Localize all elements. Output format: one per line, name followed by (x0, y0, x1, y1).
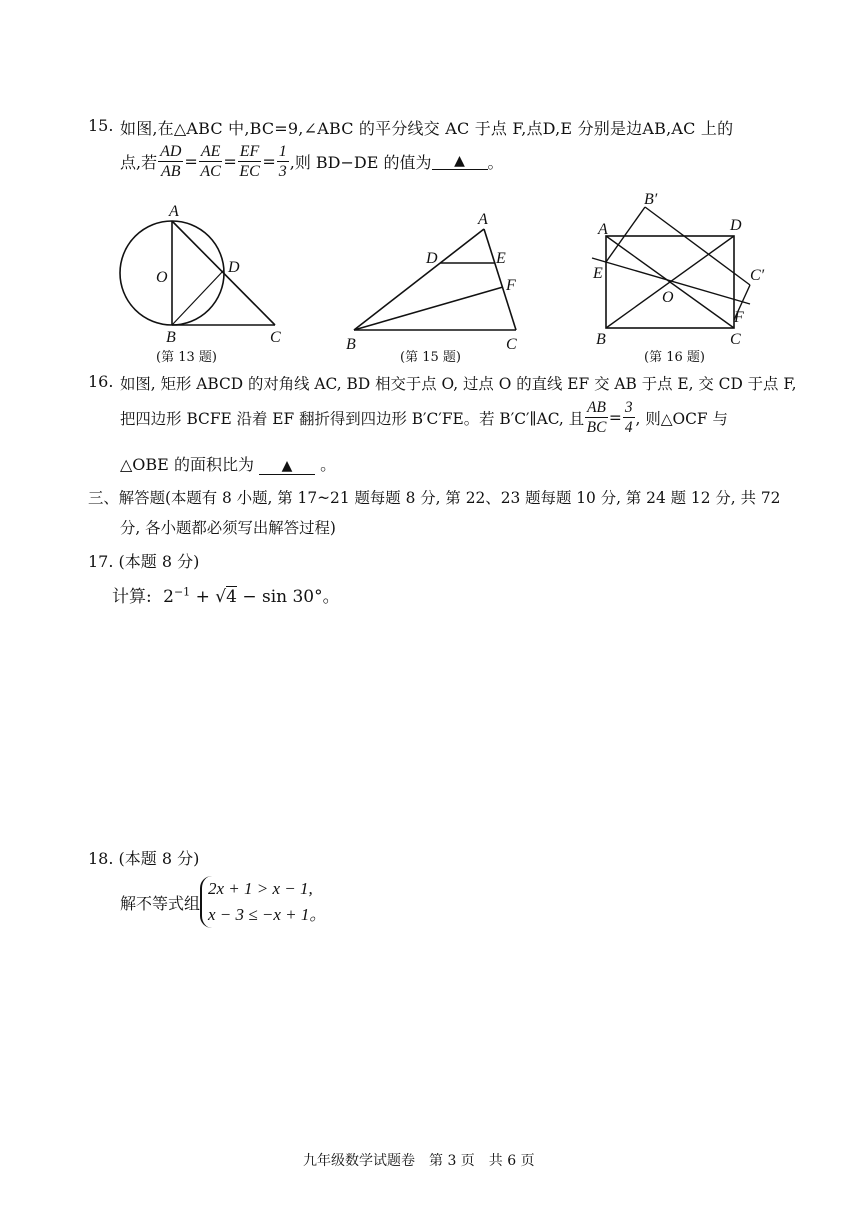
fig16-label-c: C (730, 331, 741, 348)
fig15-label-c: C (506, 336, 517, 353)
q18-prompt: 解不等式组 (120, 893, 201, 913)
fig15-label-b: B (346, 336, 356, 353)
q18-system (120, 876, 326, 928)
fig13-label-d: D (228, 259, 240, 276)
fig13-label-o: O (156, 269, 168, 286)
q18-inequality-2: x − 3 ≤ −x + 1。 (208, 905, 327, 924)
fig15-label-e: E (496, 250, 506, 267)
q15-end: 。 (487, 153, 504, 172)
fig15-label-a: A (478, 211, 488, 228)
q16-number: 16. (88, 372, 114, 391)
fig15-label-d: D (426, 250, 438, 267)
q16-eq: = (608, 408, 622, 427)
q15-line2 (120, 142, 504, 181)
fig13-line-bd (172, 270, 224, 325)
q17-exponent: −1 (173, 585, 191, 599)
q15-post: ,则 BD−DE 的值为 (289, 153, 432, 172)
figure-13 (112, 200, 292, 346)
q15-pre: 点,若 (120, 153, 158, 172)
fig15-line-bf (354, 287, 503, 330)
fig16-label-o: O (662, 289, 674, 306)
q17-base: 2 (163, 587, 174, 607)
q17-sqrt-sign: √ (215, 587, 227, 607)
q17-prompt: 计算: (112, 587, 152, 607)
q16-frac-ab-bc: $\frac{AB}{BC}$ (586, 399, 607, 436)
fig16-caption: (第 16 题) (644, 350, 705, 365)
q16-line2 (120, 398, 728, 437)
fig15-label-f: F (506, 277, 516, 294)
figure-16 (590, 190, 770, 348)
fig15-line-ab (354, 229, 484, 330)
figure-15 (340, 205, 530, 353)
q15-eq2: = (223, 152, 237, 171)
q15-eq1: = (184, 152, 198, 171)
q15-number: 15. (88, 116, 114, 135)
q16-line1: 如图, 矩形 ABCD 的对角线 AC, BD 相交于点 O, 过点 O 的直线 EF 交 AB 于点 E, 交 CD 于点 F, (120, 375, 797, 393)
q17-expression (112, 582, 340, 607)
fig16-label-b-prime: B′ (644, 191, 658, 208)
q16-frac-three-quarters: $\frac{3}{4}$ (624, 399, 633, 436)
q16-line2-pre: 把四边形 BCFE 沿着 EF 翻折得到四边形 B′C′FE。若 B′C′∥AC, 且 (120, 409, 585, 428)
fig16-label-b: B (596, 331, 606, 348)
q18-inequality-1: 2x + 1 > x − 1, (208, 879, 313, 898)
q15-frac-ef-ec: $\frac{EF}{EC}$ (239, 143, 260, 180)
q16-line2-post: , 则△OCF 与 (635, 409, 728, 428)
fig16-label-e: E (593, 265, 603, 282)
q16-line3-pre: △OBE 的面积比为 (120, 455, 254, 474)
q15-eq3: = (262, 152, 276, 171)
q16-answer-blank: ▲ (259, 458, 315, 475)
q15-answer-blank: ▲ (432, 153, 488, 170)
fig13-label-a: A (169, 203, 179, 220)
q15-frac-one-third: $\frac{1}{3}$ (278, 143, 287, 180)
fig16-label-f: F (734, 309, 744, 326)
q15-frac-ad-ab: $\frac{AD}{AB}$ (160, 143, 182, 180)
q16-line3 (120, 452, 336, 475)
fig16-label-c-prime: C′ (750, 267, 765, 284)
page-footer: 九年级数学试题卷 第 3 页 共 6 页 (303, 1153, 535, 1169)
q17-header: 17. (本题 8 分) (88, 552, 200, 571)
q16-end: 。 (320, 455, 337, 474)
q15-line1: 如图,在△ABC 中,BC=9,∠ABC 的平分线交 AC 于点 F,点D,E 分别是边AB,AC 上的 (120, 119, 734, 138)
fig16-label-d: D (730, 217, 742, 234)
fig15-caption: (第 15 题) (400, 350, 461, 365)
q18-header: 18. (本题 8 分) (88, 849, 200, 868)
fig13-label-c: C (270, 329, 281, 346)
q18-inequality-system (200, 876, 326, 928)
fig16-label-a: A (598, 221, 608, 238)
section3-heading-line2: 分, 各小题都必须写出解答过程) (120, 519, 336, 537)
q17-sqrt-arg: 4 (226, 587, 237, 607)
fig13-label-b: B (166, 329, 176, 346)
fig13-caption: (第 13 题) (156, 350, 217, 365)
fig16-line-eb-prime (606, 207, 645, 262)
section3-heading-line1: 三、解答题(本题有 8 小题, 第 17~21 题每题 8 分, 第 22、23 题每题 10 分, 第 24 题 12 分, 共 72 (88, 489, 781, 507)
q17-rest: − sin 30°。 (236, 587, 340, 607)
q15-frac-ae-ac: $\frac{AE}{AC}$ (200, 143, 221, 180)
q17-plus: + (190, 587, 216, 607)
